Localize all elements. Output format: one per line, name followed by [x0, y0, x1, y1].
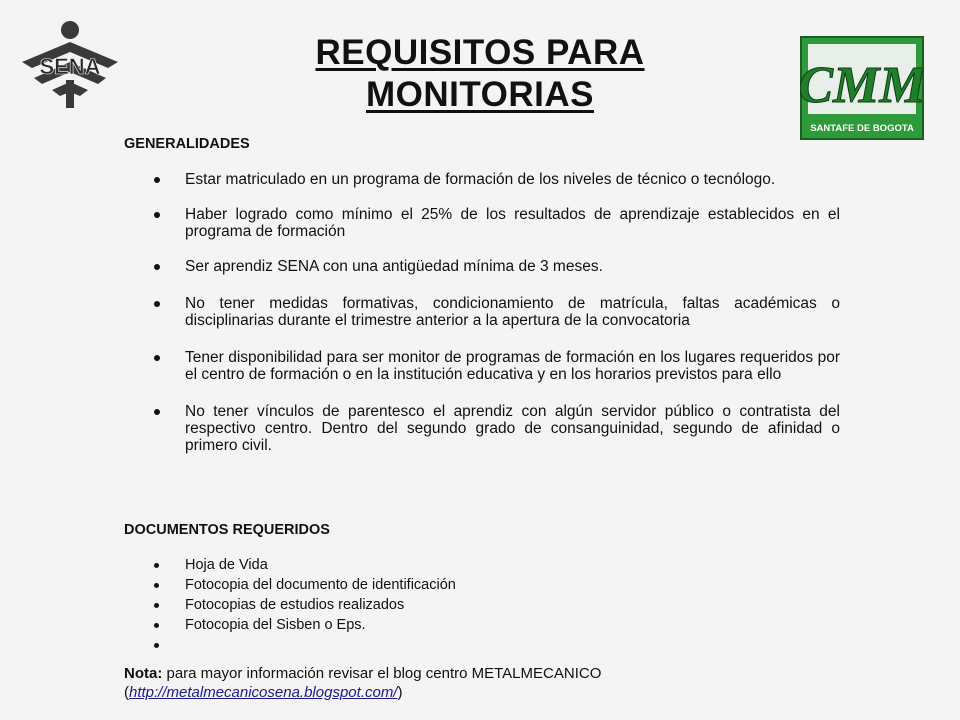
note-open-paren: (: [124, 684, 129, 701]
documentos-list: [150, 557, 840, 657]
bullet-icon: [154, 177, 160, 183]
section-heading-documentos: DOCUMENTOS REQUERIDOS: [124, 522, 330, 538]
bullet-icon: [154, 603, 159, 608]
title-line-1: REQUISITOS PARA: [315, 33, 645, 72]
list-item: No tener vínculos de parentesco el aprendiz con algún servidor público o contratista del respectivo centro. Dentro del segundo grado de consanguinidad, segundo de afinidad o primero civil.: [150, 403, 840, 454]
list-item: Hoja de Vida: [150, 557, 840, 573]
bullet-icon: [154, 643, 159, 648]
note-close-paren: ): [397, 684, 403, 701]
list-item: Fotocopia del Sisben o Eps.: [150, 617, 840, 633]
cmm-logo: [800, 36, 924, 140]
list-item: No tener medidas formativas, condicionamiento de matrícula, faltas académicas o disciplinarias durante el trimestre anterior a la apertura de la convocatoria: [150, 295, 840, 329]
list-item: Ser aprendiz SENA con una antigüedad mínima de 3 meses.: [150, 258, 840, 275]
list-item: Haber logrado como mínimo el 25% de los resultados de aprendizaje establecidos en el programa de formación: [150, 206, 840, 240]
section-heading-generalidades: GENERALIDADES: [124, 136, 250, 152]
list-item: Tener disponibilidad para ser monitor de programas de formación en los lugares requeridos por el centro de formación o en la institución educativa y en los horarios previstos para ello: [150, 349, 840, 383]
bullet-icon: [154, 563, 159, 568]
bullet-icon: [154, 355, 160, 361]
title-line-2: MONITORIAS: [366, 75, 594, 114]
sena-logo: [14, 18, 126, 110]
generalidades-list: [150, 171, 840, 474]
bullet-icon: [154, 264, 160, 270]
note-text: para mayor información revisar el blog centro METALMECANICO: [162, 665, 602, 682]
list-item: Fotocopia del documento de identificación: [150, 577, 840, 593]
sena-logo-text: SENA: [39, 54, 101, 79]
cmm-logo-caption: SANTAFE DE BOGOTA: [810, 123, 914, 134]
list-item: Estar matriculado en un programa de formación de los niveles de técnico o tecnólogo.: [150, 171, 840, 188]
note: [124, 664, 601, 702]
list-item: [150, 637, 840, 653]
bullet-icon: [154, 409, 160, 415]
bullet-icon: [154, 212, 160, 218]
page-title: [200, 32, 760, 116]
list-item: Fotocopias de estudios realizados: [150, 597, 840, 613]
bullet-icon: [154, 583, 159, 588]
bullet-icon: [154, 623, 159, 628]
bullet-icon: [154, 301, 160, 307]
cmm-logo-text: CMM: [800, 57, 924, 114]
blog-link[interactable]: http://metalmecanicosena.blogspot.com/: [129, 684, 398, 701]
note-label: Nota:: [124, 665, 163, 682]
